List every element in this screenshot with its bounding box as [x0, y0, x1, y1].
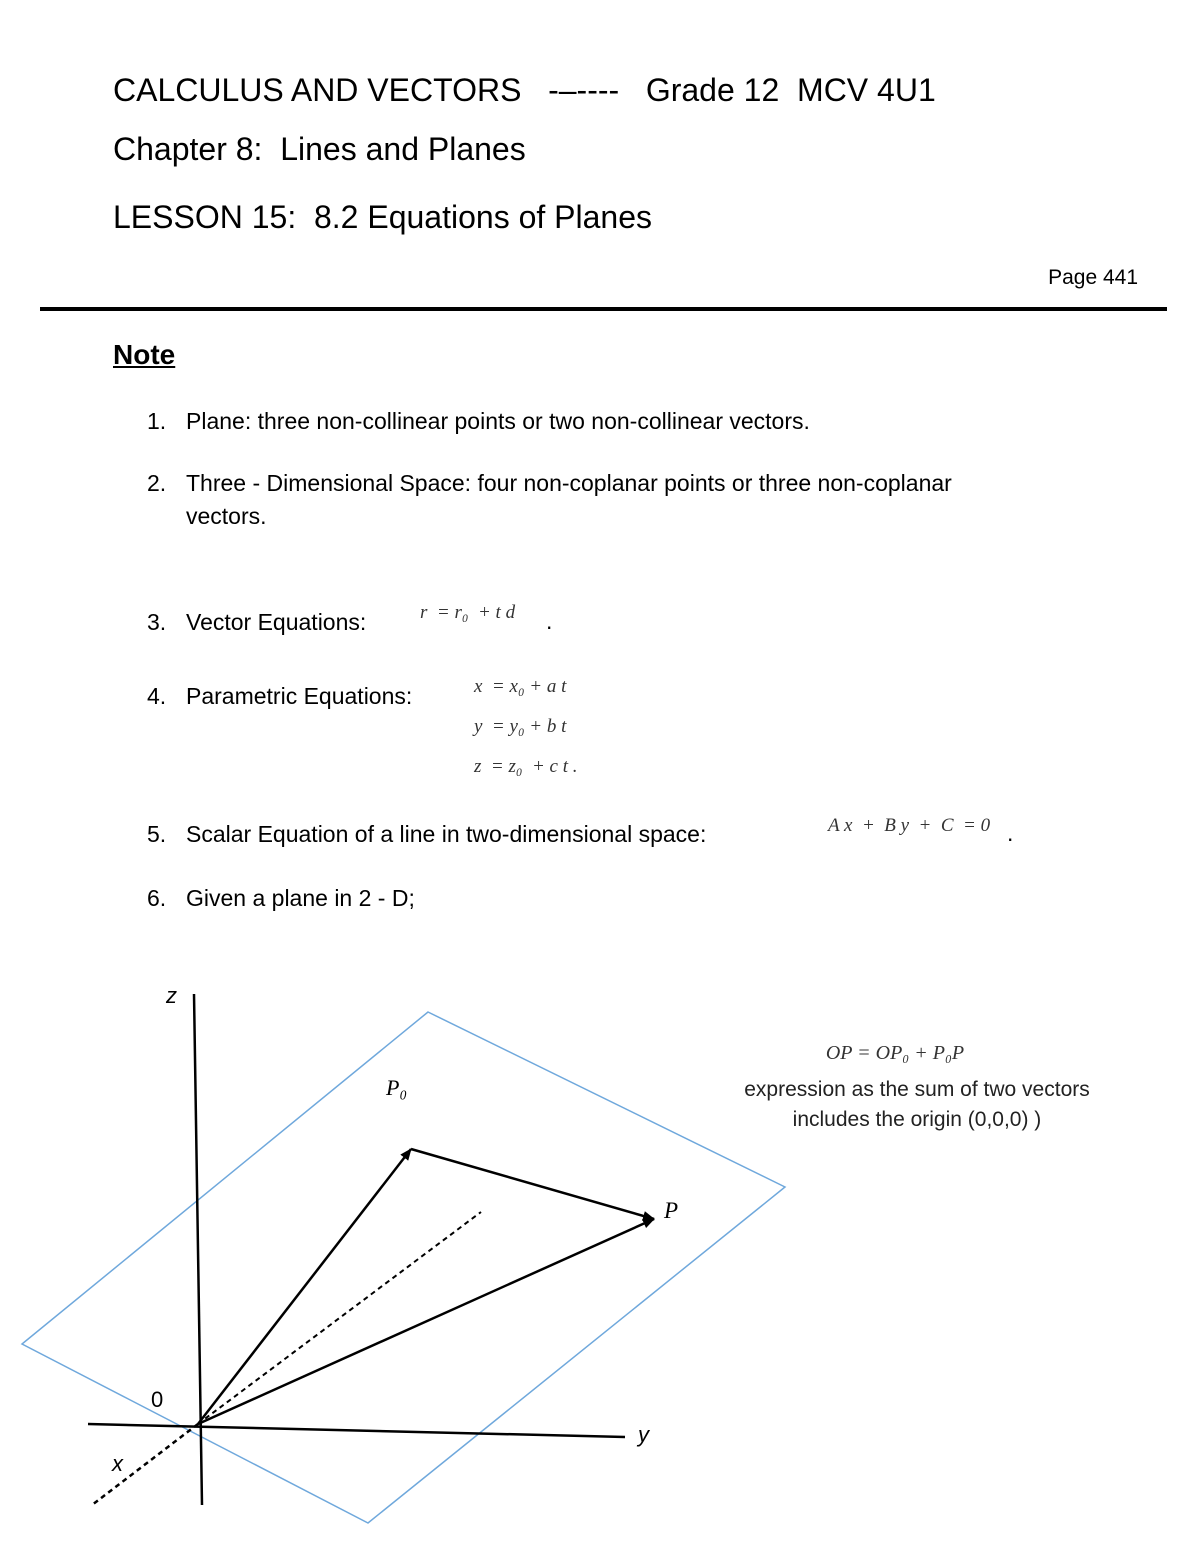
- course-title: CALCULUS AND VECTORS -–---- Grade 12 MCV 4U1: [113, 72, 936, 108]
- note-heading: Note: [113, 339, 176, 370]
- x-axis-label: x: [112, 1451, 123, 1476]
- list-item: [147, 882, 415, 915]
- vector-op0: [198, 1149, 411, 1424]
- caption-line-1: expression as the sum of two vectors: [744, 1078, 1090, 1101]
- vector-p0p: [411, 1149, 654, 1219]
- vector-sum-equation: OP = OP₀ + P₀P: [825, 1042, 965, 1064]
- point-p0-label: P₀: [386, 1075, 408, 1100]
- vector-equation: r = r₀ + t d: [420, 602, 516, 623]
- item-number: 5.: [147, 821, 167, 847]
- list-item: [147, 818, 706, 851]
- vector-op: [198, 1219, 654, 1424]
- item-text: Plane: three non-collinear points or two non-collinear vectors.: [186, 408, 810, 434]
- parametric-equation-z: z = z₀ + c t .: [474, 756, 578, 777]
- origin-label: 0: [151, 1387, 164, 1412]
- scalar-equation: A x + B y + C = 0: [828, 815, 991, 836]
- item-number: 3.: [147, 609, 167, 635]
- item-text: Given a plane in 2 - D;: [186, 885, 415, 911]
- item-text: Scalar Equation of a line in two-dimensional space:: [186, 821, 707, 847]
- caption-line-2: includes the origin (0,0,0) ): [792, 1108, 1042, 1131]
- item-text: Parametric Equations:: [186, 683, 413, 709]
- list-item: [147, 405, 810, 438]
- list-item: [147, 606, 366, 639]
- item-number: 2.: [147, 470, 167, 496]
- equation-period: .: [546, 608, 553, 634]
- dashed-vector: [198, 1212, 481, 1424]
- header-divider: [40, 307, 1167, 311]
- y-axis-line: [88, 1424, 625, 1437]
- z-axis-line: [194, 994, 202, 1505]
- item-text: Vector Equations:: [186, 609, 367, 635]
- page-number: Page 441: [1048, 266, 1138, 289]
- x-axis-line: [92, 1424, 198, 1505]
- parametric-equation-y: y = y₀ + b t: [474, 716, 567, 737]
- item-number: 1.: [147, 408, 167, 434]
- chapter-title: Chapter 8: Lines and Planes: [113, 131, 526, 167]
- parametric-equation-x: x = x₀ + a t: [474, 676, 567, 697]
- list-item: [147, 467, 952, 533]
- point-p-label: P: [664, 1198, 679, 1223]
- item-text-continued: vectors.: [186, 503, 267, 529]
- item-number: 6.: [147, 885, 167, 911]
- y-axis-label: y: [638, 1422, 649, 1447]
- item-text: Three - Dimensional Space: four non-coplanar points or three non-coplanar: [186, 470, 952, 496]
- equation-period: .: [1007, 820, 1014, 846]
- list-item: [147, 680, 412, 713]
- lesson-title: LESSON 15: 8.2 Equations of Planes: [113, 199, 652, 235]
- item-number: 4.: [147, 683, 167, 709]
- z-axis-label: z: [166, 983, 177, 1008]
- plane-diagram: [0, 960, 1200, 1553]
